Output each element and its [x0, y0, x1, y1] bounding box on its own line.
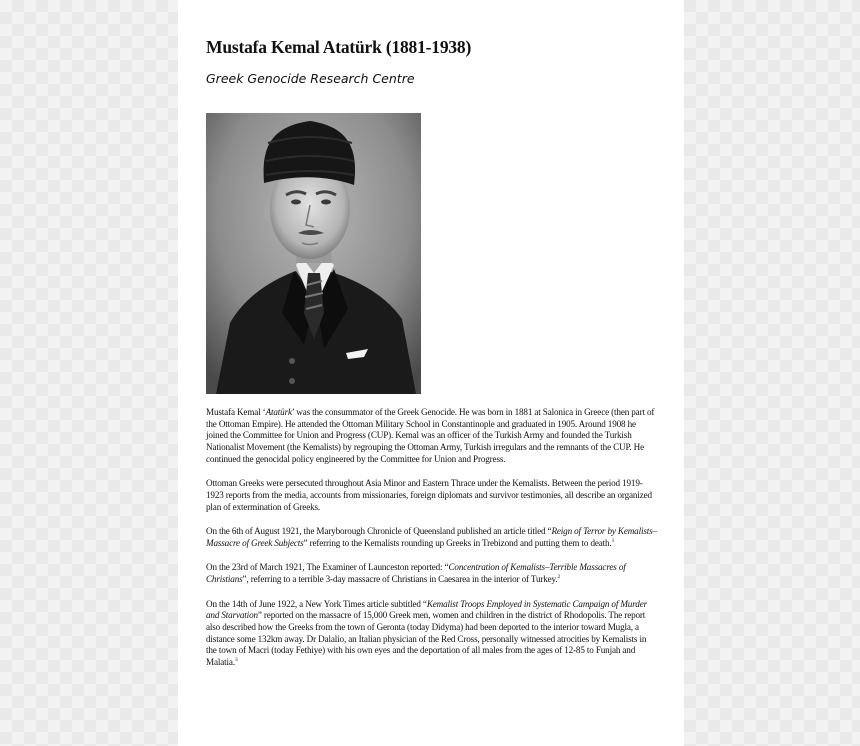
italic-text: Kemalist Troops Employed in Systematic Campaign of Murder and Starvation: [206, 598, 647, 621]
paragraph-text: On the 23rd of March 1921, The Examiner of Launceston reported: “: [206, 562, 449, 573]
document-title: Mustafa Kemal Atatürk (1881-1938): [206, 37, 472, 57]
portrait-illustration: [206, 113, 421, 394]
italic-text: Concentration of Kemalists–Terrible Massacres of Christians: [206, 562, 626, 585]
portrait-photo: [206, 113, 421, 394]
footnote-ref: 2: [557, 574, 561, 581]
paragraph: [206, 526, 658, 549]
paragraph-text: Mustafa Kemal ‘: [206, 407, 266, 417]
paragraph-text: On the 14th of June 1922, a New York Times article subtitled “: [206, 598, 427, 609]
paragraph: [206, 562, 658, 585]
paragraph: [206, 407, 658, 466]
paragraph-text: ’ was the consummator of the Greek Genocide. He was born in 1881 at Salonica in Greece (then part of the Ottoman Empire). He attended the Ottoman Military School in Constantinople and graduated in 1905. Around 1908 he joined the Committee for Union and Progress (CUP). Kemal was an officer of the Turkish Army and founded the Turkish Nationalist Movement (the Kemalists) by regrouping the Ottoman Army, Turkish irregulars and the remnants of the CUP. He continued the genocidal policy engineered by the Committee for Union and Progress.: [206, 407, 655, 464]
document-body: [206, 407, 658, 682]
paragraph: [206, 599, 658, 669]
paragraph-text: ”, referring to a terrible 3-day massacre of Christians in Caesarea in the interior of Turkey.: [242, 574, 558, 585]
paragraph: [206, 478, 658, 513]
footnote-ref: 3: [234, 657, 238, 664]
italic-text: Atatürk: [265, 407, 292, 417]
document-subtitle: Greek Genocide Research Centre: [206, 71, 415, 86]
italic-text: Reign of Terror by Kemalists–Massacre of Greek Subjects: [206, 526, 657, 548]
paragraph-text: Ottoman Greeks were persecuted throughout Asia Minor and Eastern Thrace under the Kemalists. Between the period 1919-1923 reports from the media, accounts from missionaries, foreign diplomats and survivor testimonies, all describe an organized plan of extermination of Greeks.: [206, 478, 652, 512]
footnote-ref: 1: [611, 537, 615, 544]
paragraph-text: ” reported on the massacre of 15,000 Greek men, women and children in the district of Rhodopolis. The report also described how the Greeks from the town of Geronta (today Didyma) had been deported to the interior toward Mugla, a distance some 132km away. Dr Dalalio, an Italian physician of the Red Cross, personally witnessed atrocities by Kemalists in the town of Macri (today Fethiye) with his own eyes and the deportation of all males from the ages of 12-85 to Funjah and Malatia.: [206, 610, 647, 668]
paragraph-text: On the 6th of August 1921, the Maryborough Chronicle of Queensland published an article titled “: [206, 526, 552, 537]
paragraph-text: ” referring to the Kemalists rounding up Greeks in Trebizond and putting them to death.: [303, 537, 612, 548]
